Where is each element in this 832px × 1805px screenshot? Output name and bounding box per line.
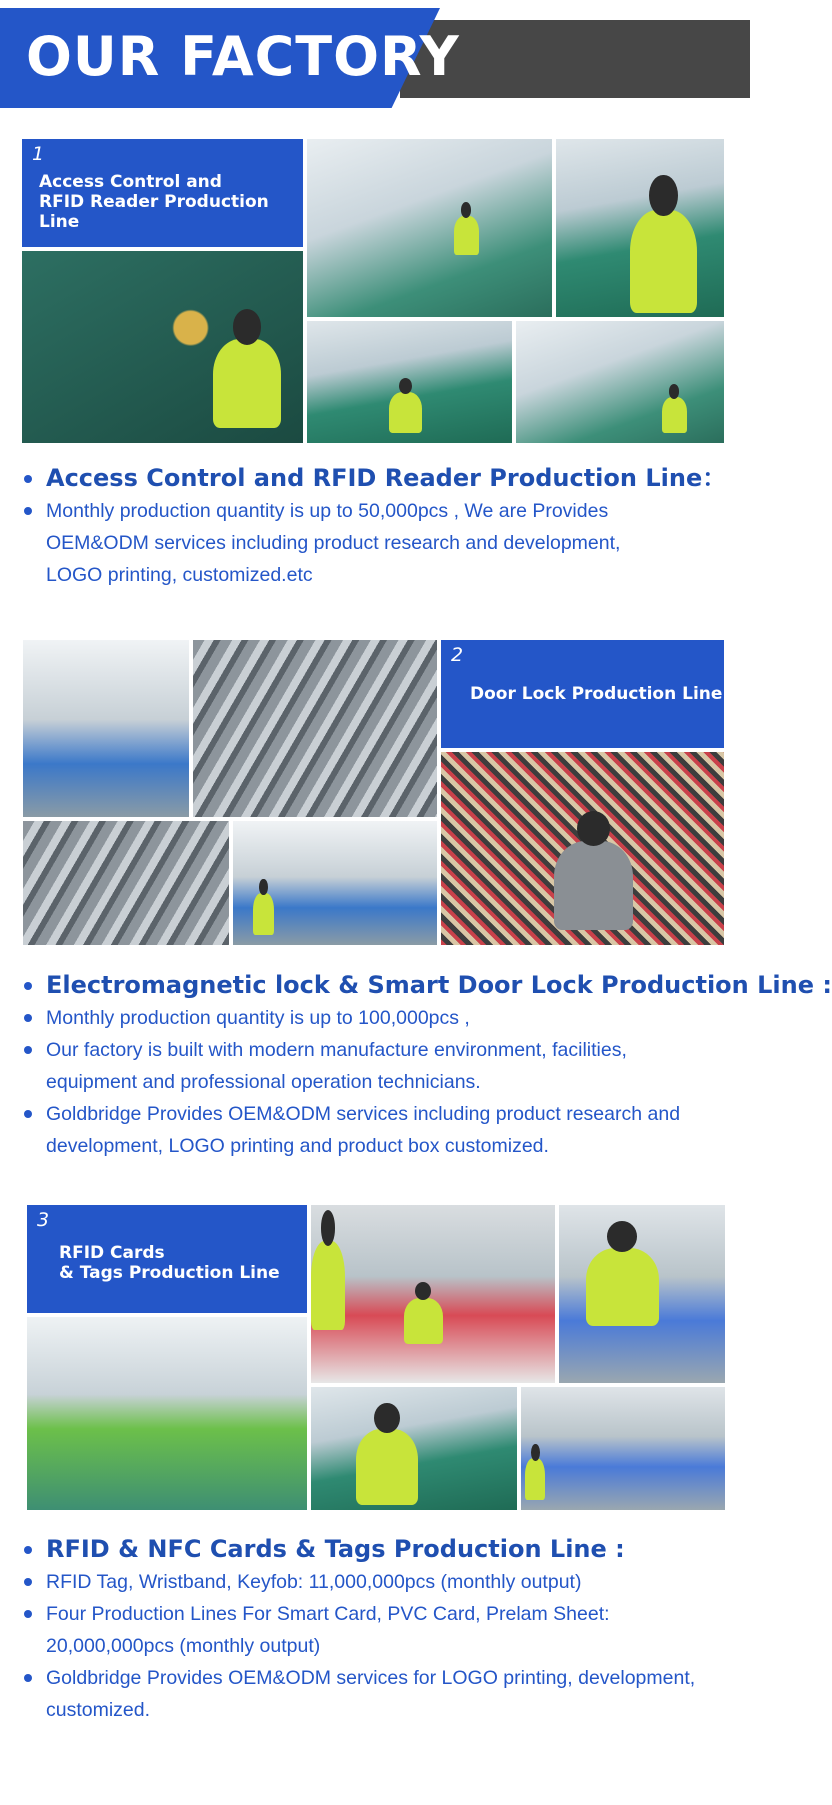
- collage-label-text: Access Control and RFID Reader Production Line: [39, 172, 269, 232]
- list-item: [22, 1034, 682, 1098]
- collage-label-tile: [27, 1205, 307, 1313]
- factory-photo: [22, 251, 303, 443]
- list-item: [22, 1598, 646, 1662]
- factory-photo: [311, 1205, 555, 1383]
- factory-photo: [556, 139, 724, 317]
- list-item: [22, 1002, 682, 1034]
- collage-label-number: 2: [451, 644, 464, 666]
- bullet-list: [22, 495, 652, 591]
- factory-photo: [441, 752, 724, 945]
- section-heading: [22, 1532, 732, 1566]
- list-item-text: Goldbridge Provides OEM&ODM services for LOGO printing, development, customized.: [46, 1667, 696, 1721]
- list-item: [22, 1662, 732, 1726]
- bullet-dot: [24, 1046, 32, 1054]
- bullet-dot: [24, 1674, 32, 1682]
- section-access-control: [22, 461, 732, 591]
- bullet-list: [22, 1002, 682, 1162]
- section-heading-text: Access Control and RFID Reader Production Line：: [46, 464, 727, 492]
- factory-photo: [23, 640, 189, 817]
- section-heading-text: Electromagnetic lock & Smart Door Lock Production Line :: [46, 971, 832, 999]
- collage-label-text: RFID Cards & Tags Production Line: [59, 1243, 280, 1283]
- factory-photo: [27, 1317, 307, 1510]
- list-item: [22, 1566, 732, 1598]
- list-item-text: Monthly production quantity is up to 50,000pcs , We are Provides OEM&ODM services including product research and development, LOGO printing, customized.etc: [46, 500, 621, 586]
- bullet-dot: [24, 1610, 32, 1618]
- factory-photo: [559, 1205, 725, 1383]
- collage-rfid-cards: [27, 1205, 725, 1510]
- collage-door-lock: [23, 640, 724, 945]
- bullet-dot: [24, 1110, 32, 1118]
- collage-label-number: 1: [32, 143, 45, 165]
- section-heading-text: RFID & NFC Cards & Tags Production Line :: [46, 1535, 625, 1563]
- section-heading: [22, 968, 832, 1002]
- section-rfid-cards: [22, 1532, 732, 1726]
- list-item-text: Monthly production quantity is up to 100,000pcs ,: [46, 1007, 470, 1029]
- header-banner: [0, 0, 750, 110]
- factory-photo: [521, 1387, 725, 1510]
- factory-photo: [307, 139, 552, 317]
- collage-label-number: 3: [37, 1209, 50, 1231]
- bullet-dot: [24, 507, 32, 515]
- list-item: [22, 1098, 682, 1162]
- factory-photo: [516, 321, 724, 443]
- collage-label-text: Door Lock Production Line: [470, 684, 723, 704]
- section-heading: [22, 461, 732, 495]
- bullet-dot: [24, 982, 32, 990]
- collage-label-tile: [22, 139, 303, 247]
- bullet-list: [22, 1566, 732, 1726]
- bullet-dot: [24, 1546, 32, 1554]
- factory-photo: [311, 1387, 517, 1510]
- factory-photo: [23, 821, 229, 945]
- bullet-dot: [24, 1014, 32, 1022]
- bullet-dot: [24, 1578, 32, 1586]
- page-title: OUR FACTORY: [26, 25, 460, 88]
- factory-photo: [233, 821, 437, 945]
- section-door-lock: [22, 968, 832, 1162]
- collage-label-tile: [441, 640, 724, 748]
- list-item-text: Goldbridge Provides OEM&ODM services including product research and development, LOGO printing and product box customized.: [46, 1103, 681, 1157]
- list-item-text: Four Production Lines For Smart Card, PVC Card, Prelam Sheet: 20,000,000pcs (monthly output): [46, 1603, 610, 1657]
- factory-photo: [307, 321, 512, 443]
- collage-access-control: [22, 139, 724, 443]
- list-item-text: RFID Tag, Wristband, Keyfob: 11,000,000pcs (monthly output): [46, 1571, 582, 1593]
- bullet-dot: [24, 475, 32, 483]
- list-item: [22, 495, 652, 591]
- factory-photo: [193, 640, 437, 817]
- list-item-text: Our factory is built with modern manufacture environment, facilities, equipment and professional operation technicians.: [46, 1039, 627, 1093]
